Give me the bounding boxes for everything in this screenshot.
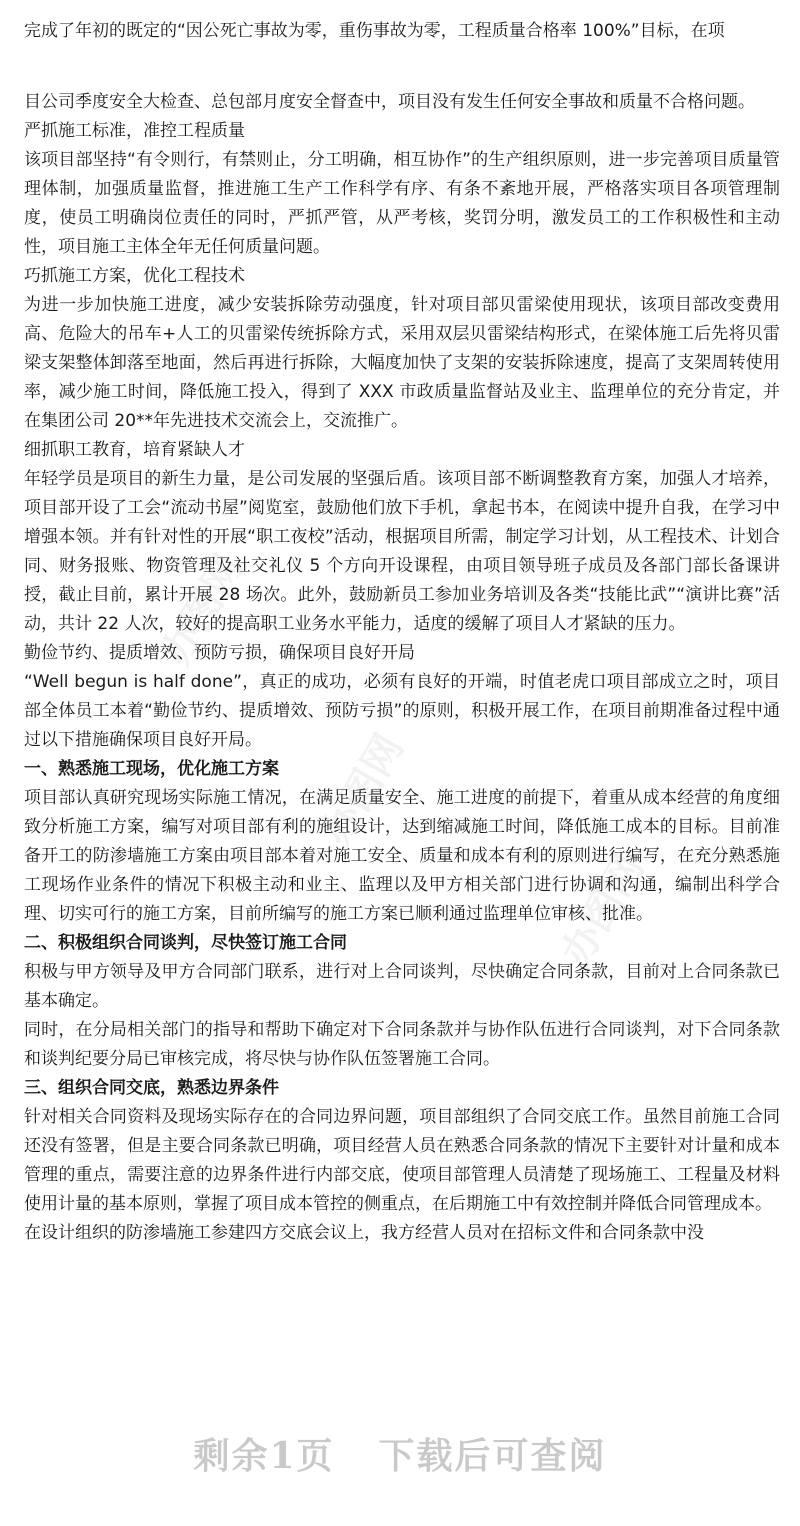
- paragraph: 目公司季度安全大检查、总包部月度安全督查中，项目没有发生任何安全事故和质量不合格问题。: [24, 92, 755, 112]
- paragraph: 在设计组织的防渗墙施工参建四方交底会议上，我方经营人员对在招标文件和合同条款中没: [24, 1223, 704, 1243]
- paragraph: 该项目部坚持“有令则行，有禁则止，分工明确，相互协作”的生产组织原则，进一步完善项目质量管理体制，加强质量监督，推进施工生产工作科学有序、有条不紊地开展，严格落实项目各项管理制度，使员工明确岗位责任的同时，严抓严管，从严考核，奖罚分明，激发员工的工作积极性和主动性，项目施工主体全年无任何质量问题。: [24, 150, 780, 257]
- paragraph: 细抓职工教育，培育紧缺人才: [24, 440, 245, 460]
- paragraph: 严抓施工标准，准控工程质量: [24, 121, 245, 141]
- paragraph: 勤俭节约、提质增效、预防亏损，确保项目良好开局: [24, 643, 415, 663]
- watermark: 办图网: [313, 726, 413, 854]
- section-heading: 一、熟悉施工现场，优化施工方案: [24, 759, 279, 779]
- paragraph: 巧抓施工方案，优化工程技术: [24, 266, 245, 286]
- download-prompt[interactable]: [0, 1428, 800, 1479]
- paragraph: “Well begun is half done”，真正的成功，必须有良好的开端，时值老虎口项目部成立之时，项目部全体员工本着“勤俭节约、提质增效、预防亏损”的原则，积极开展工作，在项目前期准备过程中通过以下措施确保项目良好开局。: [24, 672, 780, 750]
- paragraph: 同时，在分局相关部门的指导和帮助下确定对下合同条款并与协作队伍进行合同谈判，对下合同条款和谈判纪要分局已审核完成，将尽快与协作队伍签署施工合同。: [24, 1020, 780, 1069]
- paragraph: 为进一步加快施工进度，减少安装拆除劳动强度，针对项目部贝雷梁使用现状，该项目部改变费用高、危险大的吊车+人工的贝雷梁传统拆除方式，采用双层贝雷梁结构形式，在梁体施工后先将贝雷梁支架整体卸落至地面，然后再进行拆除，大幅度加快了支架的安装拆除速度，提高了支架周转使用率，减少施工时间，降低施工投入，得到了 XXX 市政质量监督站及业主、监理单位的充分肯定，并在集团公司 20**年先进技术交流会上，交流推广。: [24, 295, 780, 431]
- watermark: 办图网: [153, 546, 253, 674]
- section-heading: 三、组织合同交底，熟悉边界条件: [24, 1078, 279, 1098]
- document-top-fragment: [24, 0, 780, 46]
- paragraph: 针对相关合同资料及现场实际存在的合同边界问题，项目部组织了合同交底工作。虽然目前施工合同还没有签署，但是主要合同条款已明确，项目经营人员在熟悉合同条款的情况下主要针对计量和成本管理的重点，需要注意的边界条件进行内部交底，使项目部管理人员清楚了现场施工、工程量及材料使用计量的基本原则，掌握了项目成本管控的侧重点，在后期施工中有效控制并降低合同管理成本。: [24, 1107, 780, 1214]
- section-heading: 二、积极组织合同谈判，尽快签订施工合同: [24, 933, 347, 953]
- paragraph: 完成了年初的既定的“因公死亡事故为零，重伤事故为零，工程质量合格率 100%”目标，在项: [24, 21, 725, 41]
- paragraph: 积极与甲方领导及甲方合同部门联系，进行对上合同谈判，尽快确定合同条款，目前对上合同条款已基本确定。: [24, 962, 780, 1011]
- remaining-pages-label: 剩余1页: [193, 1435, 335, 1477]
- document-body: [24, 88, 780, 1248]
- paragraph: 项目部认真研究现场实际施工情况，在满足质量安全、施工进度的前提下，着重从成本经营的角度细致分析施工方案，编写对项目部有利的施组设计，达到缩减施工时间，降低施工成本的目标。目前准备开工的防渗墙施工方案由项目部本着对施工安全、质量和成本有利的原则进行编写，在充分熟悉施工现场作业条件的情况下积极主动和业主、监理以及甲方相关部门进行协调和沟通，编制出科学合理、切实可行的施工方案，目前所编写的施工方案已顺利通过监理单位审核、批准。: [24, 788, 780, 924]
- watermark: 办图网: [553, 846, 653, 974]
- download-to-view-label[interactable]: 下载后可查阅: [378, 1435, 607, 1477]
- paragraph: 年轻学员是项目的新生力量，是公司发展的坚强后盾。该项目部不断调整教育方案，加强人才培养，项目部开设了工会“流动书屋”阅览室，鼓励他们放下手机，拿起书本，在阅读中提升自我，在学习中增强本领。并有针对性的开展“职工夜校”活动，根据项目所需，制定学习计划，从工程技术、计划合同、财务报账、物资管理及社交礼仪 5 个方向开设课程，由项目领导班子成员及各部门部长备课讲授，截止目前，累计开展 28 场次。此外，鼓励新员工参加业务培训及各类“技能比武”“演讲比赛”活动，共计 22 人次，较好的提高职工业务水平能力，适度的缓解了项目人才紧缺的压力。: [24, 469, 780, 634]
